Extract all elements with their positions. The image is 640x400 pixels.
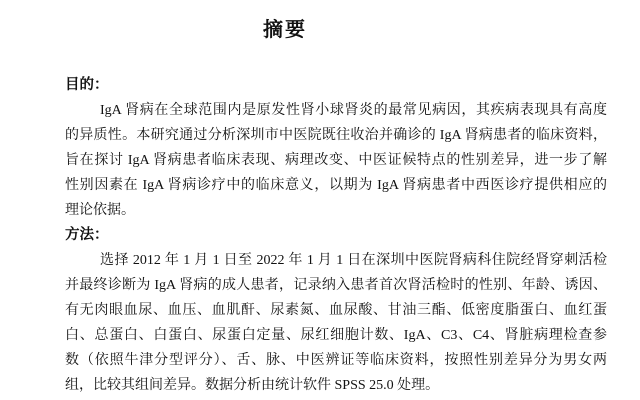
- paragraph-line: 有无肉眼血尿、血压、血肌酐、尿素氮、血尿酸、甘油三酯、低密度脂蛋白、血红蛋: [65, 303, 607, 318]
- paragraph-line: 性别因素在 IgA 肾病诊疗中的临床意义，以期为 IgA 肾病患者中西医诊疗提供相应的: [65, 178, 607, 193]
- paragraph-line: 并最终诊断为 IgA 肾病的成人患者，记录纳入患者首次肾活检时的性别、年龄、诱因、: [65, 278, 607, 293]
- section-purpose: [65, 73, 607, 223]
- abstract-title: 摘要: [263, 19, 307, 41]
- abstract-body: [65, 73, 607, 398]
- paragraph-line: 数（依照牛津分型评分）、舌、脉、中医辨证等临床资料，按照性别差异分为男女两: [65, 353, 607, 368]
- section-heading-purpose: 目的：: [65, 77, 109, 93]
- paragraph-line: 组，比较其组间差异。数据分析由统计软件 SPSS 25.0 处理。: [65, 378, 440, 393]
- paragraph-line: 白、总蛋白、白蛋白、尿蛋白定量、尿红细胞计数、IgA、C3、C4、肾脏病理检查参: [65, 328, 607, 343]
- paragraph-line: IgA 肾病在全球范围内是原发性肾小球肾炎的最常见病因，其疾病表现具有高度: [100, 103, 607, 118]
- paragraph-line: 理论依据。: [65, 203, 135, 218]
- paragraph-line: 的异质性。本研究通过分析深圳市中医院既往收治并确诊的 IgA 肾病患者的临床资料，: [65, 128, 607, 143]
- section-methods: [65, 223, 607, 398]
- paragraph-line: 选择 2012 年 1 月 1 日至 2022 年 1 月 1 日在深圳中医院肾病科住院经肾穿刺活检: [100, 253, 607, 268]
- section-heading-methods: 方法：: [65, 227, 109, 243]
- paragraph-line: 旨在探讨 IgA 肾病患者临床表现、病理改变、中医证候特点的性别差异，进一步了解: [65, 153, 607, 168]
